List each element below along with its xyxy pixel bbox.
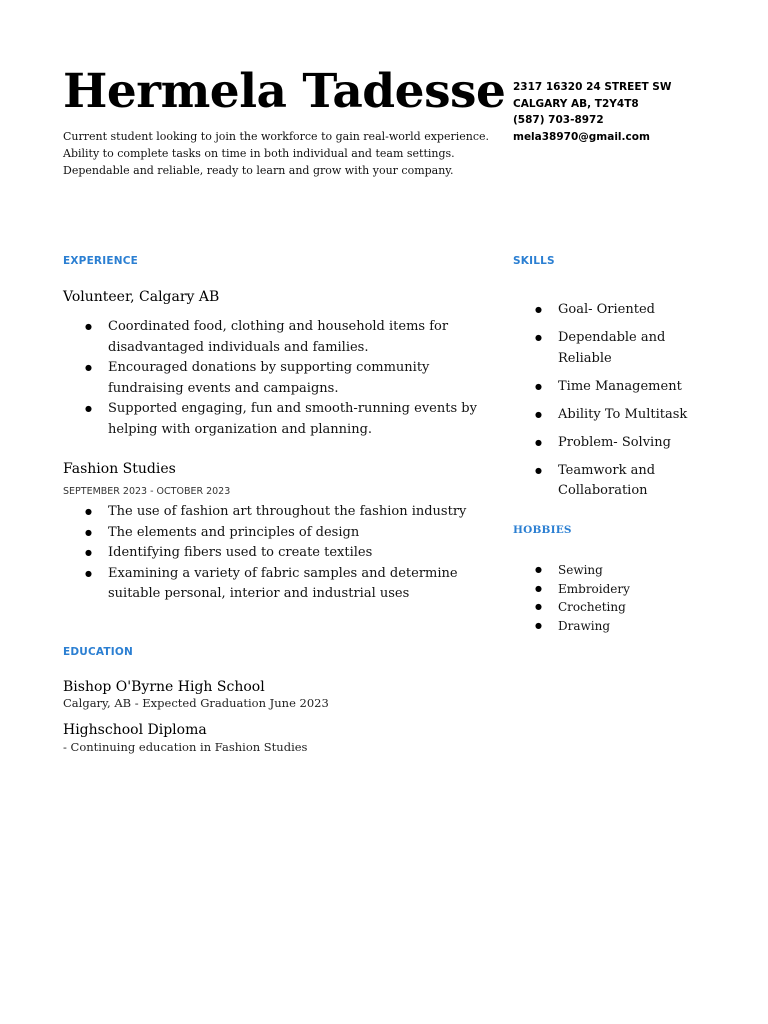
job-bullet: ● Examining a variety of fabric samples and determine suitable personal, interior and industrial uses — [63, 564, 503, 605]
skills-list — [513, 300, 713, 509]
skill-item: ● Time Management — [513, 377, 713, 398]
job-bullets — [63, 502, 503, 605]
job-bullets — [63, 317, 503, 440]
school-detail: Calgary, AB - Expected Graduation June 2023 — [63, 696, 329, 710]
skill-item: ● Dependable and Reliable — [513, 328, 713, 369]
diploma-name: Highschool Diploma — [63, 722, 207, 738]
hobbies-heading: HOBBIES — [513, 524, 572, 536]
job-bullet: ● The use of fashion art throughout the fashion industry — [63, 502, 503, 523]
address-line-1: 2317 16320 24 STREET SW — [513, 81, 672, 93]
hobby-item: ● Drawing — [513, 617, 713, 636]
summary-text: Current student looking to join the workforce to gain real-world experience. Ability to complete tasks on time in both individual and team settings. Dependable and reliable, ready to learn and grow with your company. — [63, 130, 490, 177]
hobby-item: ● Embroidery — [513, 580, 713, 599]
job-bullet: ● Coordinated food, clothing and household items for disadvantaged individuals and families. — [63, 317, 503, 358]
candidate-name: Hermela Tadesse — [63, 64, 506, 119]
skill-item: ● Teamwork and Collaboration — [513, 461, 713, 502]
hobby-item: ● Crocheting — [513, 598, 713, 617]
address-line-2: CALGARY AB, T2Y4T8 — [513, 97, 639, 110]
job-bullet: ● The elements and principles of design — [63, 523, 503, 544]
job-bullet: ● Identifying fibers used to create textiles — [63, 543, 503, 564]
skill-item: ● Goal- Oriented — [513, 300, 713, 321]
job-dates: SEPTEMBER 2023 - OCTOBER 2023 — [63, 486, 231, 497]
skill-item: ● Problem- Solving — [513, 433, 713, 454]
diploma-detail: - Continuing education in Fashion Studies — [63, 740, 308, 754]
job-bullet: ● Supported engaging, fun and smooth-running events by helping with organization and planning. — [63, 399, 503, 440]
job-title: Volunteer, Calgary AB — [63, 289, 220, 305]
job-bullet: ● Encouraged donations by supporting community fundraising events and campaigns. — [63, 358, 503, 399]
hobbies-list — [513, 561, 713, 635]
skill-item: ● Ability To Multitask — [513, 405, 713, 426]
phone-number: (587) 703-8972 — [513, 114, 604, 126]
skills-heading: SKILLS — [513, 255, 555, 267]
experience-heading: EXPERIENCE — [63, 255, 138, 267]
hobby-item: ● Sewing — [513, 561, 713, 580]
school-name: Bishop O'Byrne High School — [63, 679, 265, 695]
contact-block — [513, 79, 753, 145]
education-heading: EDUCATION — [63, 646, 134, 658]
email-address: mela38970@gmail.com — [513, 130, 650, 143]
job-title: Fashion Studies — [63, 461, 176, 477]
